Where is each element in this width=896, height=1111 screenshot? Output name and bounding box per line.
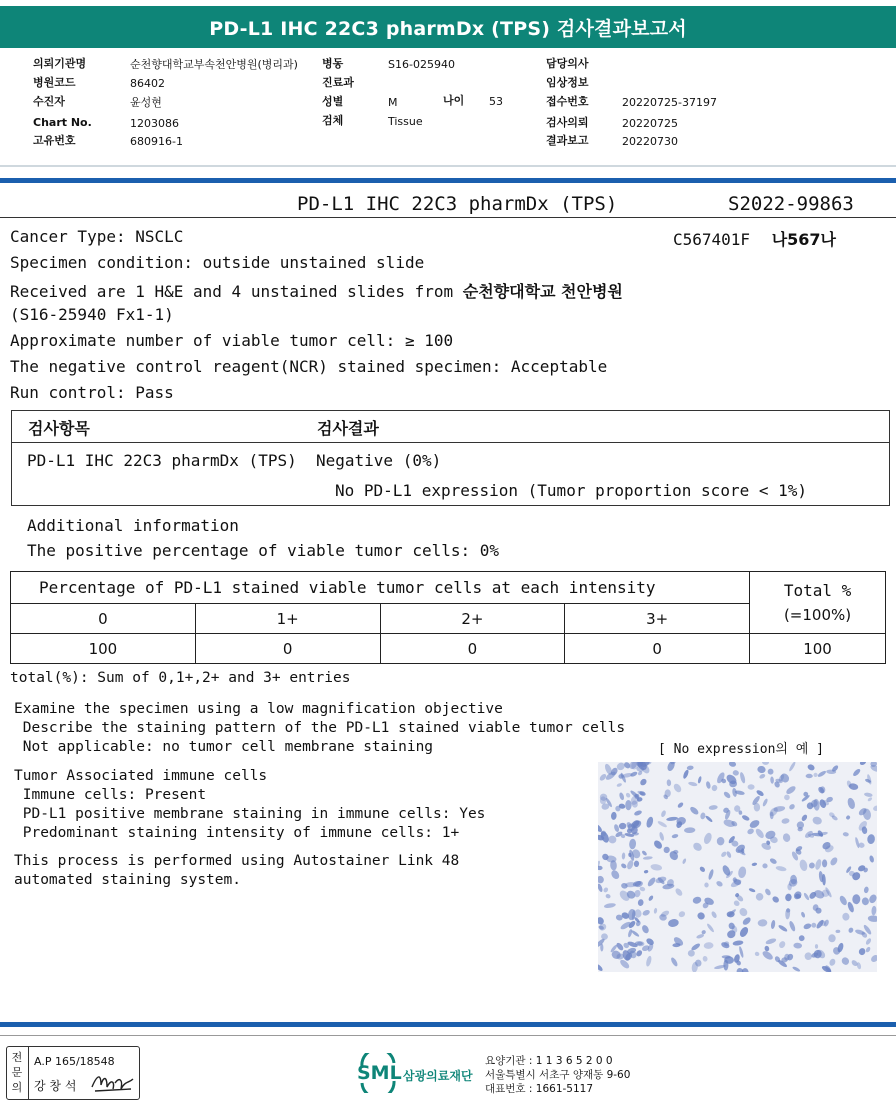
received-prefix: Received are 1 H&E and 4 unstained slides from [10, 282, 463, 301]
stain-nucleus [838, 895, 848, 907]
stain-nucleus [788, 803, 796, 811]
stain-nucleus [800, 911, 805, 918]
hdr-col1-label: 수진자 [33, 95, 65, 108]
stain-nucleus [762, 798, 769, 807]
stain-nucleus [720, 851, 727, 858]
stain-nucleus [846, 797, 856, 810]
stain-nucleus [728, 762, 736, 768]
immune-line: PD-L1 positive membrane staining in immune cells: Yes [14, 806, 486, 822]
stain-nucleus [650, 863, 662, 871]
stain-nucleus [598, 883, 604, 893]
stain-nucleus [810, 922, 817, 929]
stain-nucleus [738, 907, 749, 918]
stain-nucleus [871, 906, 877, 916]
stain-nucleus [666, 816, 678, 821]
stain-nucleus [799, 935, 805, 941]
stain-nucleus [751, 862, 757, 866]
stain-nucleus [769, 857, 778, 865]
header-rule-gray [0, 165, 896, 167]
hdr-col3-label: 접수번호 [546, 95, 589, 108]
stain-nucleus [703, 832, 714, 845]
title-underline [0, 217, 896, 218]
stain-nucleus [867, 797, 873, 802]
ncr-line: The negative control reagent(NCR) stained specimen: Acceptable [10, 357, 608, 376]
age-value: 53 [489, 95, 503, 108]
received-hospital: 순천향대학교 천안병원 [462, 282, 623, 301]
stain-nucleus [706, 923, 715, 933]
stain-nucleus [648, 895, 654, 902]
stain-nucleus [678, 910, 687, 918]
stain-nucleus [770, 776, 774, 783]
stain-nucleus [741, 814, 750, 822]
test-title: PD-L1 IHC 22C3 pharmDx (TPS) [297, 193, 618, 215]
hdr-col1-value: 1203086 [130, 117, 179, 130]
total-header-1: Total % [783, 580, 852, 600]
result-item: PD-L1 IHC 22C3 pharmDx (TPS) [27, 451, 297, 470]
stain-nucleus [865, 937, 872, 945]
hdr-col2-label: 병동 [322, 57, 344, 70]
stain-nucleus [852, 894, 860, 904]
immune-line: Immune cells: Present [14, 787, 207, 803]
stain-nucleus [613, 824, 620, 833]
stain-nucleus [868, 893, 877, 904]
stain-nucleus [723, 791, 732, 800]
hdr-col2-label: 성별 [322, 95, 344, 108]
total-note: total(%): Sum of 0,1+,2+ and 3+ entries [10, 670, 351, 686]
hdr-col3-label: 결과보고 [546, 134, 589, 147]
hdr-col1-label: 고유번호 [33, 134, 76, 147]
stain-nucleus [793, 942, 802, 948]
stain-nucleus [644, 870, 649, 874]
stain-nucleus [807, 763, 816, 771]
immune-line: Tumor Associated immune cells [14, 768, 268, 784]
stain-nucleus [716, 837, 724, 846]
additional-title: Additional information [27, 516, 239, 535]
value-1: 0 [195, 634, 380, 664]
stain-nucleus [748, 784, 755, 789]
stain-nucleus [708, 805, 717, 811]
exam-block [14, 700, 625, 757]
stain-nucleus [771, 895, 780, 904]
stain-nucleus [845, 815, 851, 821]
report-id: S2022-99863 [728, 193, 854, 215]
stain-nucleus [778, 924, 789, 933]
stain-nucleus [610, 869, 621, 881]
stain-nucleus [864, 792, 873, 797]
hdr-col2-value: S16-025940 [388, 58, 455, 71]
hdr-col3-label: 임상정보 [546, 76, 589, 89]
stain-nucleus [762, 863, 768, 868]
org-info [485, 1054, 630, 1096]
stain-nucleus [635, 949, 643, 957]
stain-nucleus [795, 820, 805, 830]
stamp-label: 전문의 [11, 1051, 23, 1094]
stain-nucleus [738, 926, 750, 939]
stain-nucleus [659, 832, 665, 842]
stain-nucleus [737, 866, 747, 879]
hdr-col1-label: 병원코드 [33, 76, 76, 89]
stain-nucleus [707, 869, 714, 881]
stain-nucleus [611, 812, 617, 820]
stain-nucleus [768, 769, 774, 775]
stain-nucleus [865, 946, 871, 953]
org-info-line: 대표번호 : 1661-5117 [485, 1083, 594, 1095]
hdr-col1-value: 윤성현 [130, 96, 162, 109]
stain-nucleus [704, 882, 709, 887]
stain-nucleus [783, 794, 791, 802]
stain-nucleus [842, 912, 850, 921]
stain-nucleus [639, 886, 646, 892]
stain-nucleus [813, 772, 818, 777]
hdr-col2-label: 진료과 [322, 76, 354, 89]
stain-nucleus [788, 920, 796, 932]
stain-nucleus [688, 781, 698, 787]
result-header-item: 검사항목 [28, 419, 90, 438]
stain-nucleus [868, 915, 877, 922]
total-header-2: (=100%) [783, 605, 852, 624]
stain-nucleus [788, 762, 796, 772]
stain-nucleus [605, 893, 611, 899]
stain-nucleus [671, 833, 678, 838]
stain-example-image [598, 762, 877, 972]
stain-nucleus [697, 776, 702, 784]
hdr-col3-value: 20220725 [622, 117, 678, 130]
stain-nucleus [765, 937, 777, 945]
code-id [673, 227, 836, 250]
stain-nucleus [739, 772, 746, 784]
stain-nucleus [639, 778, 648, 787]
stain-nucleus [799, 859, 809, 872]
stain-nucleus [732, 940, 743, 946]
stain-nucleus [806, 774, 813, 778]
stain-nucleus [689, 805, 700, 816]
slide-ref: (S16-25940 Fx1-1) [10, 305, 174, 324]
intensity-table [10, 571, 886, 664]
run-control: Run control: Pass [10, 383, 174, 402]
hdr-col2-label: 검체 [322, 114, 344, 127]
stain-nucleus [670, 956, 679, 967]
intensity-header: Percentage of PD-L1 stained viable tumor cells at each intensity [11, 572, 750, 604]
level-1: 1+ [195, 604, 380, 634]
stain-nucleus [634, 860, 640, 867]
stain-nucleus [756, 789, 765, 797]
stain-nucleus [828, 958, 836, 967]
stain-nucleus [722, 955, 731, 959]
stain-nucleus [770, 920, 775, 930]
stain-nucleus [803, 922, 812, 930]
process-block [14, 852, 459, 890]
age-label: 나이 [443, 94, 465, 107]
immune-block [14, 767, 485, 843]
stain-nucleus [604, 902, 617, 908]
value-2: 0 [380, 634, 565, 664]
result-header-divider [12, 442, 889, 443]
stain-nucleus [703, 942, 713, 949]
stain-nucleus [835, 930, 840, 933]
cancer-type: Cancer Type: NSCLC [10, 227, 184, 246]
stain-nucleus [643, 856, 653, 860]
code-id-suffix: 나567나 [771, 230, 837, 249]
stain-nucleus [829, 856, 839, 867]
stain-nucleus [625, 792, 631, 798]
stain-nucleus [625, 800, 631, 810]
stain-nucleus [870, 954, 877, 964]
stamp-divider [28, 1047, 29, 1099]
stain-nucleus [762, 762, 770, 765]
org-name: 삼광의료재단 [403, 1069, 473, 1083]
code-id-main: C567401F [673, 230, 751, 249]
header-info [0, 52, 896, 162]
stain-nucleus [741, 916, 752, 926]
stain-nucleus [629, 838, 637, 849]
hdr-col1-value: 86402 [130, 77, 165, 90]
stain-nucleus [726, 851, 732, 859]
stain-nucleus [682, 858, 687, 865]
stain-nucleus [641, 924, 650, 934]
stain-nucleus [630, 771, 639, 778]
immune-line: Predominant staining intensity of immune cells: 1+ [14, 825, 460, 841]
footer-rule-gray [0, 1035, 896, 1036]
specimen-condition: Specimen condition: outside unstained slide [10, 253, 425, 272]
org-info-line: 서울특별시 서초구 양재동 9-60 [485, 1069, 631, 1081]
stain-nucleus [748, 887, 756, 893]
hdr-col3-value: 20220725-37197 [622, 96, 717, 109]
stain-nucleus [645, 955, 652, 967]
exam-line: Examine the specimen using a low magnification objective [14, 701, 503, 717]
stain-nucleus [687, 765, 694, 770]
stain-nucleus [705, 815, 714, 823]
stain-nucleus [692, 896, 702, 905]
header-rule-blue [0, 178, 896, 183]
stain-nucleus [818, 798, 827, 809]
stain-nucleus [782, 833, 791, 843]
stain-nucleus [657, 820, 668, 828]
stain-nucleus [652, 839, 663, 850]
stain-nucleus [732, 770, 739, 777]
example-caption: [ No expression의 예 ] [658, 742, 824, 757]
stain-nucleus [692, 841, 704, 853]
doctor-signature [89, 1069, 137, 1095]
stain-nucleus [764, 888, 772, 897]
stain-nucleus [677, 801, 684, 808]
stain-nucleus [869, 855, 875, 863]
hdr-col2-value: Tissue [388, 115, 423, 128]
stain-nucleus [778, 940, 787, 949]
stain-nucleus [710, 911, 717, 919]
stain-nucleus [663, 846, 671, 854]
sml-logo [356, 1053, 478, 1093]
result-header-result: 검사결과 [317, 419, 379, 438]
hdr-col1-value: 순천향대학교부속천안병원(병리과) [130, 58, 298, 71]
stain-nucleus [618, 792, 624, 801]
hdr-col3-label: 검사의뢰 [546, 116, 589, 129]
additional-text: The positive percentage of viable tumor cells: 0% [27, 541, 500, 560]
stain-nucleus [754, 951, 760, 957]
stain-nucleus [688, 950, 695, 957]
stain-nucleus [817, 770, 827, 778]
stain-nucleus [660, 810, 667, 818]
stain-nucleus [840, 956, 850, 966]
stain-nucleus [804, 952, 813, 961]
hdr-col1-label: 의뢰기관명 [33, 57, 87, 70]
stain-nucleus [619, 822, 627, 829]
total-header [750, 572, 886, 634]
stain-nucleus [754, 827, 765, 839]
process-line: automated staining system. [14, 872, 241, 888]
stain-nucleus [598, 963, 604, 972]
stain-nucleus [682, 769, 689, 779]
ap-number: A.P 165/18548 [34, 1055, 115, 1068]
stain-nucleus [711, 784, 718, 791]
stain-nucleus [852, 768, 862, 777]
stain-nucleus [746, 828, 754, 836]
level-2: 2+ [380, 604, 565, 634]
stain-nucleus [637, 899, 644, 907]
value-total: 100 [750, 634, 886, 664]
stain-nucleus [598, 875, 605, 884]
stain-nucleus [792, 890, 803, 901]
hdr-col2-value: M [388, 96, 398, 109]
stain-nucleus [655, 875, 667, 884]
level-3: 3+ [565, 604, 750, 634]
stain-nucleus [848, 927, 855, 934]
stain-nucleus [861, 897, 869, 906]
stain-nucleus [641, 850, 648, 856]
stain-nucleus [653, 908, 657, 914]
stain-nucleus [760, 842, 772, 852]
stain-nucleus [705, 781, 711, 789]
stain-nucleus [808, 861, 816, 869]
stain-nucleus [633, 809, 642, 816]
stain-nucleus [748, 818, 760, 829]
stain-nucleus [822, 859, 827, 867]
stain-nucleus [645, 816, 654, 828]
stain-nucleus [757, 765, 766, 773]
hdr-col3-label: 담당의사 [546, 57, 589, 70]
org-info-line: 요양기관 : 1 1 3 6 5 2 0 0 [485, 1055, 613, 1067]
result-table [11, 410, 890, 506]
stain-nucleus [843, 832, 850, 837]
stain-nucleus [858, 947, 866, 956]
stain-nucleus [667, 918, 679, 928]
stain-nucleus [674, 887, 684, 897]
stain-nucleus [620, 862, 627, 869]
stain-nucleus [775, 865, 787, 872]
logo-text: SML [357, 1062, 402, 1084]
hdr-col1-label: Chart No. [33, 116, 92, 129]
stain-nucleus [812, 816, 823, 826]
stain-nucleus [642, 909, 651, 917]
received-line [10, 279, 623, 302]
stain-nucleus [801, 814, 809, 822]
hdr-col3-value: 20220730 [622, 135, 678, 148]
value-3: 0 [565, 634, 750, 664]
stain-nucleus [684, 827, 696, 833]
stain-nucleus [863, 886, 869, 893]
stain-nucleus [603, 887, 609, 894]
stain-nucleus [785, 893, 792, 901]
stain-nucleus [815, 944, 818, 949]
stain-nucleus [699, 866, 706, 873]
stain-nucleus [622, 852, 626, 859]
viable-tumor: Approximate number of viable tumor cell: ≥ 100 [10, 331, 454, 350]
stain-nucleus [666, 779, 671, 786]
stain-nucleus [814, 858, 822, 870]
result-value: Negative (0%) [316, 451, 442, 470]
doctor-name: 강 창 석 [34, 1079, 77, 1093]
hdr-col1-value: 680916-1 [130, 135, 183, 148]
stain-nucleus [754, 892, 764, 902]
footer-rule-blue [0, 1022, 896, 1027]
stain-nucleus [828, 934, 836, 942]
stain-nucleus [626, 859, 635, 870]
stain-nucleus [646, 876, 657, 887]
stain-example-svg [598, 762, 877, 972]
stain-nucleus [859, 762, 867, 766]
stain-nucleus [792, 966, 801, 972]
signature-box [6, 1046, 140, 1100]
stain-nucleus [616, 783, 622, 788]
stain-nucleus [634, 909, 642, 918]
stain-nucleus [702, 956, 708, 962]
stain-nucleus [715, 880, 723, 888]
stain-nucleus [867, 834, 876, 845]
stain-nucleus [759, 773, 766, 779]
stain-nucleus [627, 929, 633, 938]
stain-nucleus [700, 812, 706, 820]
exam-line: Describe the staining pattern of the PD-L1 stained viable tumor cells [14, 720, 626, 736]
level-0: 0 [11, 604, 196, 634]
stain-nucleus [764, 945, 770, 952]
report-title: PD-L1 IHC 22C3 pharmDx (TPS) 검사결과보고서 [0, 6, 896, 48]
stain-nucleus [757, 919, 767, 927]
stain-nucleus [696, 911, 706, 921]
exam-line: Not applicable: no tumor cell membrane staining [14, 739, 434, 755]
stain-nucleus [872, 805, 877, 812]
process-line: This process is performed using Autostainer Link 48 [14, 853, 460, 869]
stain-nucleus [803, 892, 810, 901]
stain-nucleus [598, 866, 603, 871]
stain-nucleus [781, 818, 790, 825]
stain-nucleus [785, 785, 797, 796]
result-detail: No PD-L1 expression (Tumor proportion score < 1%) [335, 481, 808, 500]
stain-nucleus [672, 782, 683, 793]
value-0: 100 [11, 634, 196, 664]
